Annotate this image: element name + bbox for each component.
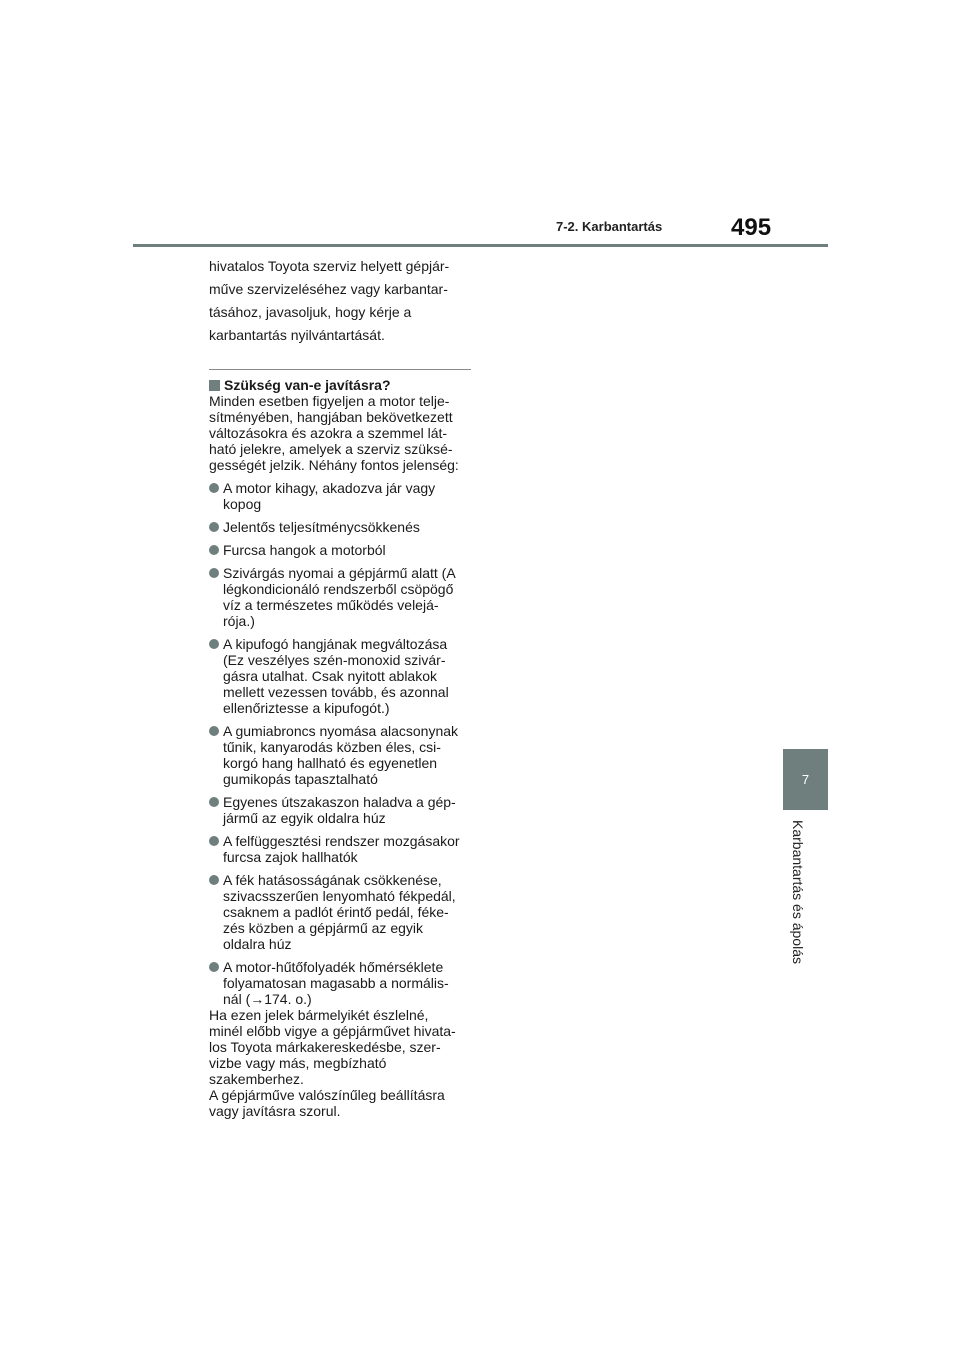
text-line: ható jelekre, amelyek a szerviz szüksé-: [209, 441, 453, 457]
list-item: [209, 519, 471, 535]
text-line: Egyenes útszakaszon haladva a gép-: [223, 794, 456, 810]
main-column: [209, 255, 471, 1119]
list-item: [209, 565, 471, 629]
circle-bullet-icon: [209, 726, 219, 736]
text-line: vagy javításra szorul.: [209, 1103, 341, 1119]
text-line: Minden esetben figyeljen a motor telje-: [209, 393, 450, 409]
circle-bullet-icon: [209, 797, 219, 807]
circle-bullet-icon: [209, 522, 219, 532]
text-line: oldalra húz: [223, 936, 292, 952]
text-line: A fék hatásosságának csökkenése,: [223, 872, 442, 888]
chapter-number: 7: [801, 772, 810, 787]
intro-paragraph: [209, 255, 471, 347]
text-line: A kipufogó hangjának megváltozása: [223, 636, 448, 652]
text-line: gásra utalhat. Csak nyitott ablakok: [223, 668, 438, 684]
text-line: (Ez veszélyes szén-monoxid szivár-: [223, 652, 446, 668]
text-line: Furcsa hangok a motorból: [223, 542, 386, 558]
text-line: furcsa zajok hallhatók: [223, 849, 358, 865]
text-line: folyamatosan magasabb a normális-: [223, 975, 449, 991]
text-line: Ha ezen jelek bármelyikét észlelné,: [209, 1007, 429, 1023]
text-line: szivacsszerűen lenyomható fékpedál,: [223, 888, 456, 904]
text-line: ellenőriztesse a kipufogót.): [223, 700, 390, 716]
text-line: nál (→174. o.): [223, 991, 312, 1007]
list-item: [209, 636, 471, 716]
text-line: csaknem a padlót érintő pedál, féke-: [223, 904, 449, 920]
intro-line: karbantartás nyilvántartását.: [209, 327, 385, 343]
chapter-title-vertical: Karbantartás és ápolás: [790, 820, 806, 964]
intro-line: hivatalos Toyota szerviz helyett gépjár-: [209, 258, 450, 274]
circle-bullet-icon: [209, 962, 219, 972]
text-line: gumikopás tapasztalható: [223, 771, 378, 787]
text-line: mellett vezessen tovább, és azonnal: [223, 684, 449, 700]
text-line: változásokra és azokra a szemmel lát-: [209, 425, 448, 441]
chapter-tab: [783, 749, 828, 810]
square-bullet-icon: [209, 380, 220, 391]
text-line: víz a természetes működés velejá-: [223, 597, 439, 613]
page-number: 495: [731, 214, 772, 241]
intro-line: tásához, javasoljuk, hogy kérje a: [209, 304, 412, 320]
section-heading: [209, 377, 471, 393]
symptom-list: [209, 480, 471, 1007]
intro-line: műve szervizeléséhez vagy karbantar-: [209, 281, 448, 297]
text-line: jármű az egyik oldalra húz: [223, 810, 386, 826]
text-line: szakemberhez.: [209, 1071, 304, 1087]
text-line: A gépjárműve valószínűleg beállításra: [209, 1087, 445, 1103]
circle-bullet-icon: [209, 875, 219, 885]
list-item: [209, 959, 471, 1007]
section-divider: [209, 369, 471, 370]
text-line: A felfüggesztési rendszer mozgásakor: [223, 833, 460, 849]
text-line: vizbe vagy más, megbízható: [209, 1055, 387, 1071]
circle-bullet-icon: [209, 639, 219, 649]
list-item: [209, 480, 471, 512]
list-item: [209, 723, 471, 787]
text-line: légkondicionáló rendszerből csöpögő: [223, 581, 454, 597]
text-line: minél előbb vigye a gépjárművet hivata-: [209, 1023, 456, 1039]
section-heading-text: Szükség van-e javításra?: [224, 377, 391, 393]
text-line: A gumiabroncs nyomása alacsonynak: [223, 723, 459, 739]
text-line: A motor-hűtőfolyadék hőmérséklete: [223, 959, 444, 975]
list-item: [209, 872, 471, 952]
text-line: gességét jelzik. Néhány fontos jelenség:: [209, 457, 459, 473]
list-item: [209, 542, 471, 558]
circle-bullet-icon: [209, 836, 219, 846]
text-line: tűnik, kanyarodás közben éles, csi-: [223, 739, 441, 755]
list-item: [209, 794, 471, 826]
closing-paragraph: [209, 1007, 471, 1119]
header-section-title: 7-2. Karbantartás: [556, 219, 663, 234]
section-paragraph: [209, 393, 471, 473]
text-line: los Toyota márkakereskedésbe, szer-: [209, 1039, 441, 1055]
text-line: kopog: [223, 496, 262, 512]
header-divider: [133, 244, 828, 247]
text-line: korgó hang hallható és egyenetlen: [223, 755, 438, 771]
circle-bullet-icon: [209, 568, 219, 578]
text-line: Jelentős teljesítménycsökkenés: [223, 519, 420, 535]
text-line: sítményében, hangjában bekövetkezett: [209, 409, 453, 425]
list-item: [209, 833, 471, 865]
circle-bullet-icon: [209, 545, 219, 555]
text-line: rója.): [223, 613, 255, 629]
text-line: A motor kihagy, akadozva jár vagy: [223, 480, 436, 496]
text-line: Szivárgás nyomai a gépjármű alatt (A: [223, 565, 456, 581]
text-line: zés közben a gépjármű az egyik: [223, 920, 423, 936]
circle-bullet-icon: [209, 483, 219, 493]
